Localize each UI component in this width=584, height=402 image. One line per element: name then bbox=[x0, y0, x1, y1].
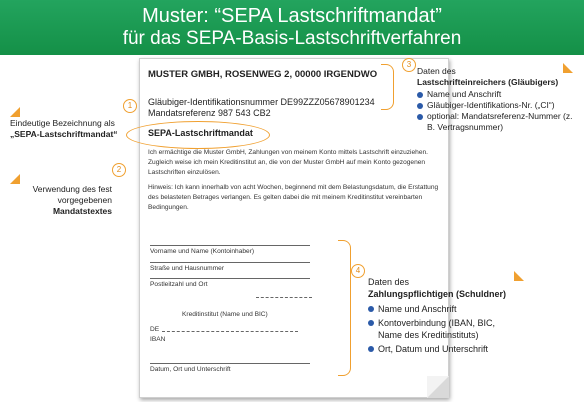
title-line-1: Muster: “SEPA Lastschriftmandat” bbox=[142, 5, 442, 27]
city-dashed-line bbox=[256, 297, 312, 298]
marker-1: 1 bbox=[123, 99, 137, 113]
annotation-3-item: Name und Anschrift bbox=[417, 89, 581, 100]
annotation-2 bbox=[6, 184, 112, 217]
bank-label: Kreditinstitut (Name und BIC) bbox=[182, 311, 268, 318]
annotation-4-line-1: Daten des bbox=[368, 277, 410, 287]
annotation-4-line-2: Zahlungspflichtigen (Schuldner) bbox=[368, 289, 506, 299]
signature-line bbox=[150, 363, 310, 364]
street-line bbox=[150, 262, 310, 263]
annotation-1-triangle bbox=[10, 107, 20, 117]
creditor-id: Gläubiger-Identifikationsnummer DE99ZZZ05678901234 bbox=[148, 97, 375, 107]
annotation-1 bbox=[10, 118, 118, 140]
title-highlight-oval bbox=[126, 121, 270, 149]
title-line-2: für das SEPA-Basis-Lastschriftverfahren bbox=[122, 28, 462, 49]
annotation-3-line-2: Lastschrifteinreichers (Gläubigers) bbox=[417, 77, 559, 87]
annotation-3-list bbox=[417, 89, 581, 133]
annotation-1-line-2: „SEPA-Lastschriftmandat“ bbox=[10, 129, 118, 139]
annotation-3 bbox=[417, 66, 581, 133]
annotation-2-triangle bbox=[10, 174, 20, 184]
marker-4: 4 bbox=[351, 264, 365, 278]
annotation-4-item: Kontoverbindung (IBAN, BIC, Name des Kreditinstituts) bbox=[368, 317, 518, 341]
name-label: Vorname und Name (Kontoinhaber) bbox=[150, 248, 255, 255]
iban-dashed-line bbox=[162, 331, 298, 332]
debtor-bracket bbox=[338, 240, 351, 376]
annotation-4-item: Name und Anschrift bbox=[368, 303, 518, 315]
annotation-2-line-2: vorgegebenen bbox=[57, 195, 112, 205]
creditor-bracket bbox=[381, 64, 394, 110]
annotation-3-line-1: Daten des bbox=[417, 66, 456, 76]
annotation-4 bbox=[368, 276, 518, 355]
iban-row bbox=[150, 326, 159, 333]
marker-3: 3 bbox=[402, 58, 416, 72]
mandate-text: Ich ermächtige die Muster GmbH, Zahlungen von meinem Konto mittels Lastschrift einzuziehen. Zugleich weise ich mein Kreditinstitut an, die von der Muster GmbH auf mein Konto gezogenen Lastschriften einzulösen. bbox=[148, 149, 428, 176]
name-line bbox=[150, 245, 310, 246]
city-label: Postleitzahl und Ort bbox=[150, 281, 208, 288]
creditor-company: MUSTER GMBH, ROSENWEG 2, 00000 IRGENDWO bbox=[148, 69, 378, 80]
iban-label: IBAN bbox=[150, 336, 166, 343]
marker-2: 2 bbox=[112, 163, 126, 177]
country-prefix: DE bbox=[150, 326, 160, 333]
signature-label: Datum, Ort und Unterschrift bbox=[150, 366, 231, 373]
city-line bbox=[150, 278, 310, 279]
mandate-notice: Hinweis: Ich kann innerhalb von acht Wochen, beginnend mit dem Belastungsdatum, die Erstattung des belasteten Betrages verlangen. Es gelten dabei die mit meinem Kreditinstitut vereinbarten Bedingungen. bbox=[148, 184, 439, 211]
annotation-4-item: Ort, Datum und Unterschrift bbox=[368, 343, 518, 355]
title-banner bbox=[0, 0, 584, 55]
mandate-reference: Mandatsreferenz 987 543 CB2 bbox=[148, 108, 271, 118]
page-fold bbox=[427, 376, 449, 398]
annotation-1-line-1: Eindeutige Bezeichnung als bbox=[10, 118, 115, 128]
street-label: Straße und Hausnummer bbox=[150, 265, 225, 272]
annotation-4-list bbox=[368, 303, 518, 355]
annotation-3-item: Gläubiger-Identifikations-Nr. („CI“) bbox=[417, 100, 581, 111]
mandate-title: SEPA-Lastschriftmandat bbox=[148, 128, 253, 138]
annotation-2-line-3: Mandatstextes bbox=[52, 206, 112, 216]
annotation-3-item: optional: Mandatsreferenz-Nummer (z. B. Vertragsnummer) bbox=[417, 111, 581, 133]
annotation-2-line-1: Verwendung des fest bbox=[32, 184, 112, 194]
